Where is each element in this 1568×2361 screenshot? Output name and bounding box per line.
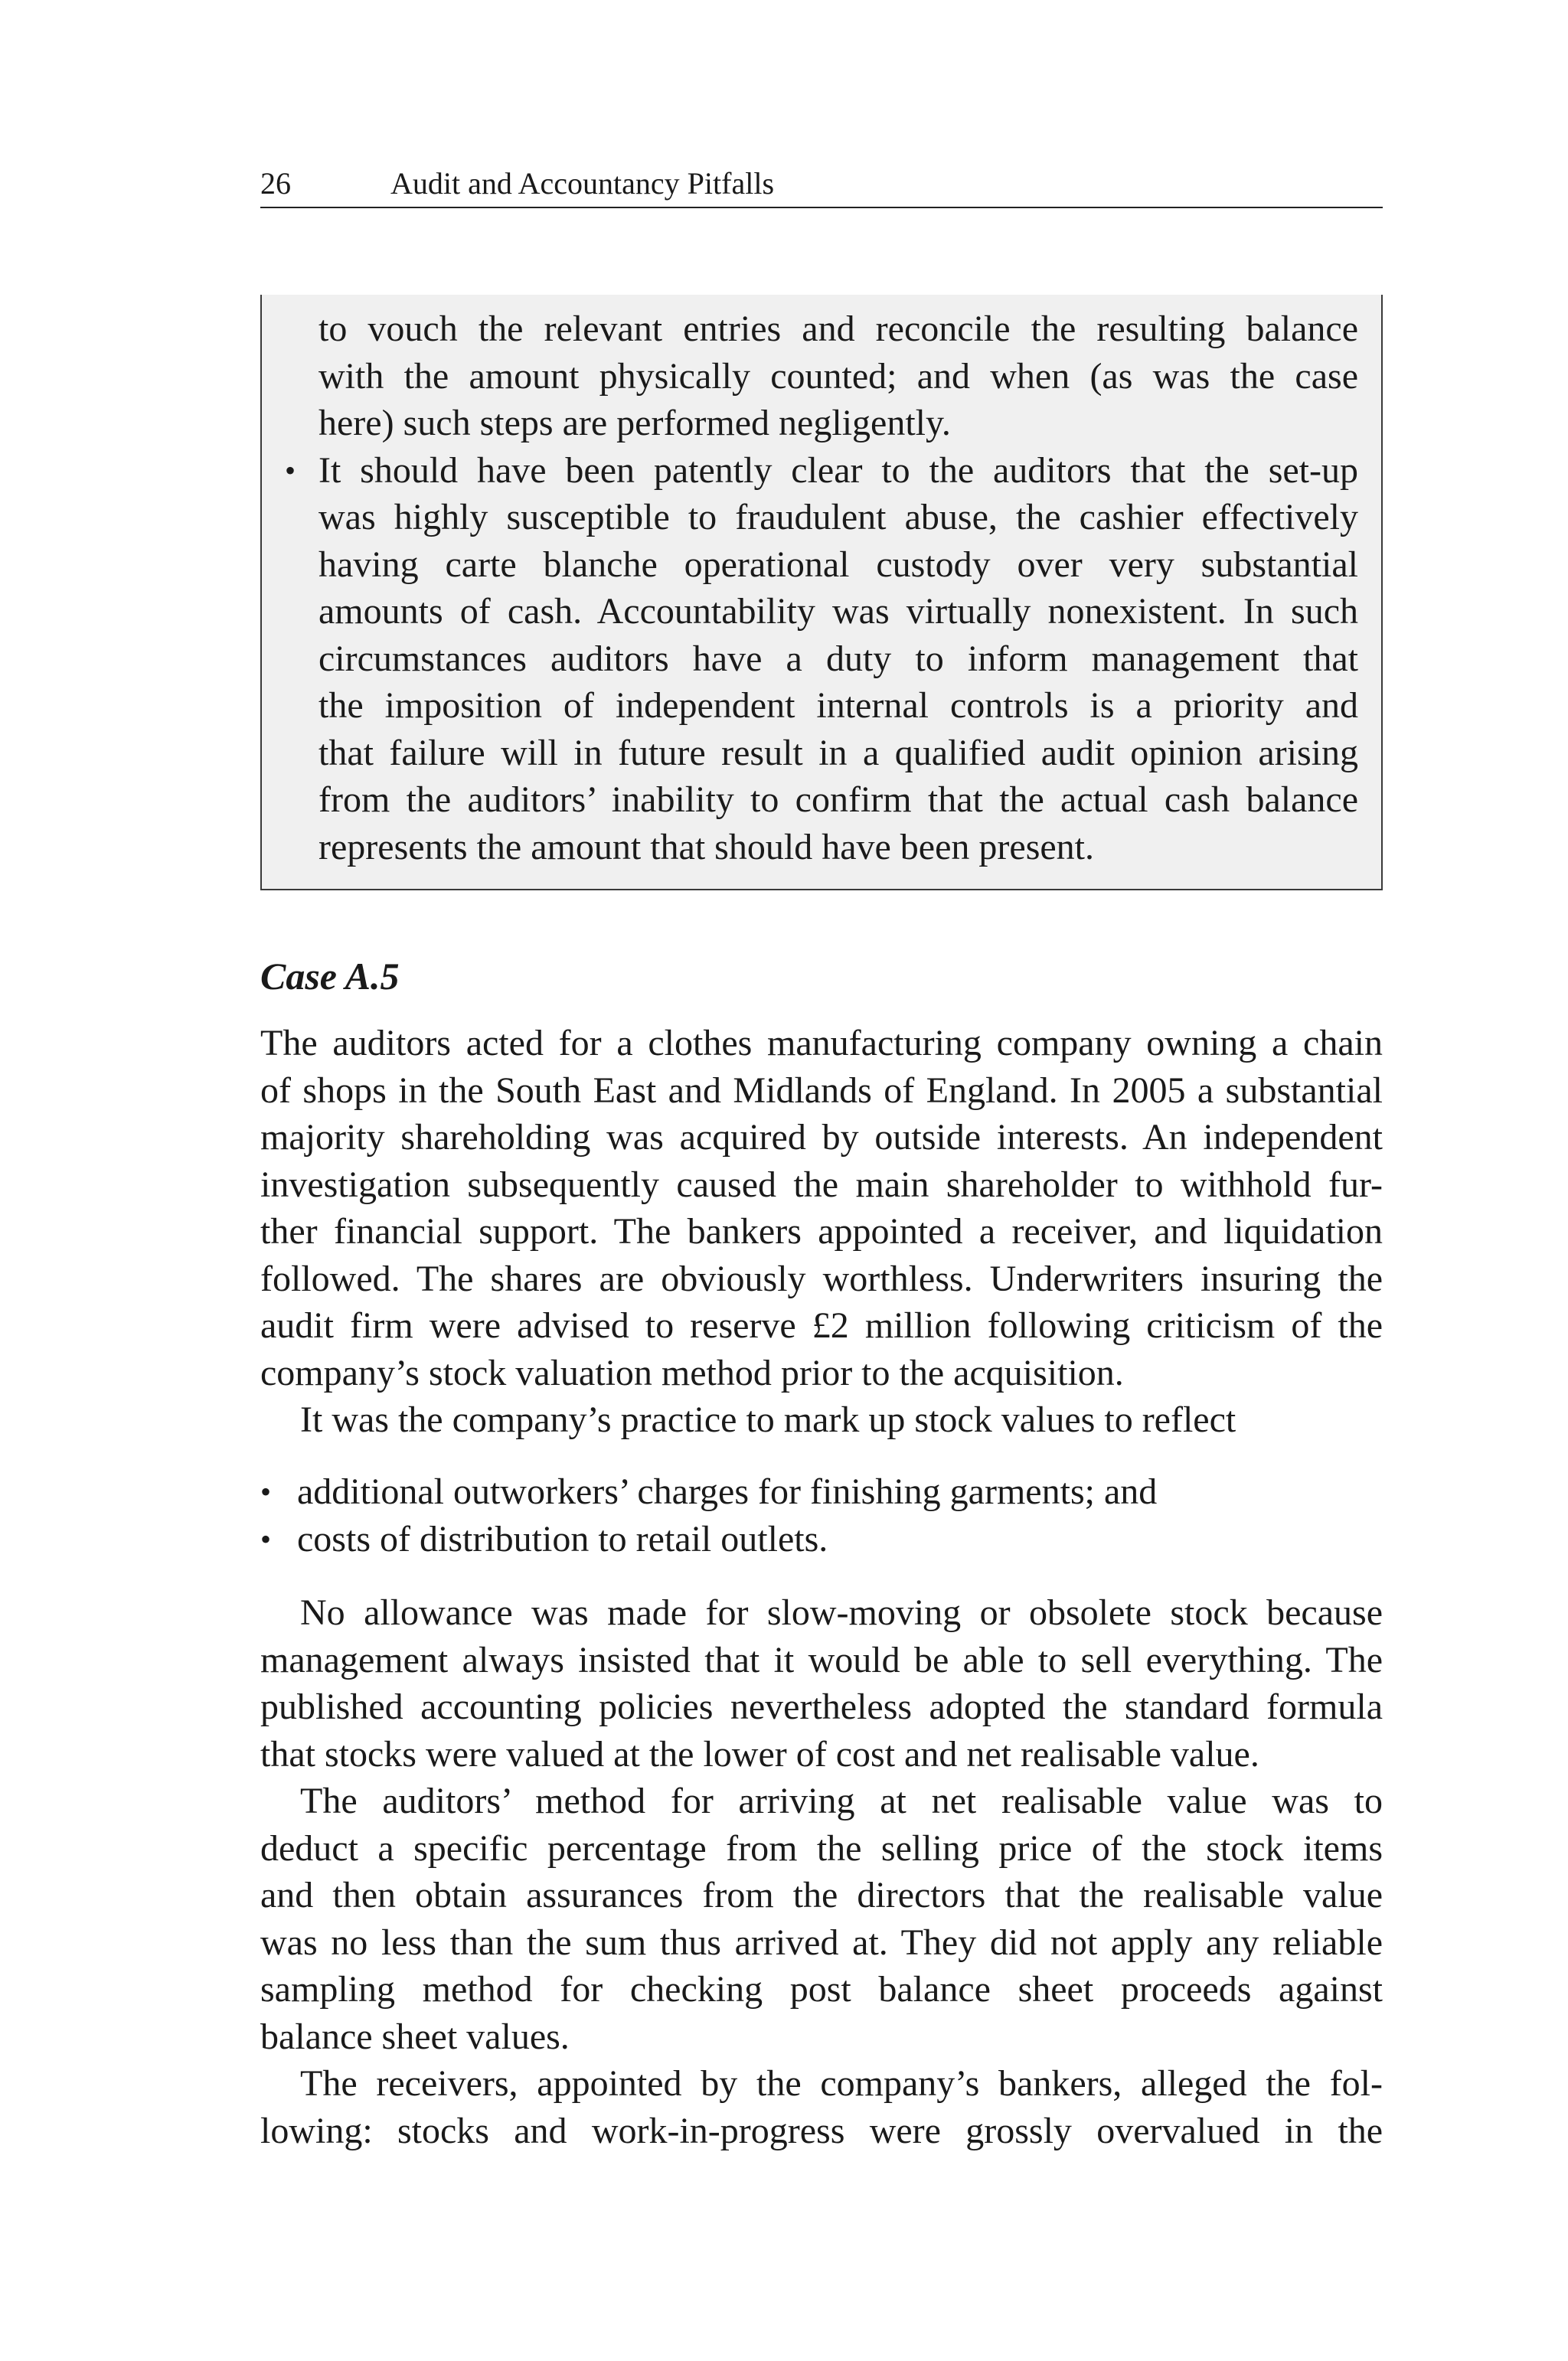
text-line: company’s stock valuation method prior to the acquisition. — [260, 1352, 1124, 1393]
text-line: It should have been patently clear to the auditors that the set-up — [318, 449, 1358, 491]
text-line: majority shareholding was acquired by outside interests. An independent — [260, 1117, 1383, 1158]
list-item-text: additional outworkers’ charges for finishing garments; and — [297, 1471, 1158, 1512]
bullet-icon: • — [260, 1521, 272, 1556]
boxed-commentary — [260, 295, 1383, 890]
box-continuation-text — [318, 305, 1358, 447]
running-head — [260, 161, 1383, 208]
text-line: ther financial support. The bankers appointed a receiver, and liquidation — [260, 1211, 1383, 1252]
text-line: No allowance was made for slow-moving or obsolete stock because — [300, 1592, 1383, 1633]
text-line: published accounting policies nevertheless adopted the standard formula — [260, 1687, 1383, 1727]
text-line: that failure will in future result in a qualified audit opinion arising — [318, 732, 1358, 773]
text-line: represents the amount that should have been present. — [318, 826, 1095, 867]
text-line: with the amount physically counted; and when (as was the case — [318, 355, 1358, 397]
text-line: lowing: stocks and work-in-progress were grossly overvalued in the — [260, 2110, 1383, 2151]
paragraph-obsolete-stock — [260, 1589, 1383, 2154]
text-line: The auditors acted for a clothes manufacturing company owning a chain — [260, 1023, 1383, 1063]
text-line: sampling method for checking post balance sheet proceeds against — [260, 1969, 1383, 2010]
text-line: The auditors’ method for arriving at net realisable value was to — [300, 1781, 1383, 1821]
markup-list — [260, 1468, 1383, 1563]
book-title: Audit and Accountancy Pitfalls — [390, 166, 775, 201]
text-line: to vouch the relevant entries and reconcile the resulting balance — [318, 309, 1358, 349]
text-line: having carte blanche operational custody over very substantial — [318, 544, 1358, 585]
text-line: management always insisted that it would be able to sell everything. The — [260, 1639, 1383, 1680]
paragraph-case-intro — [260, 1020, 1383, 1444]
text-line: of shops in the South East and Midlands of England. In 2005 a substantial — [260, 1069, 1383, 1111]
bullet-icon: • — [285, 452, 296, 488]
text-line: followed. The shares are obviously worthless. Underwriters insuring the — [260, 1258, 1383, 1299]
text-line: amounts of cash. Accountability was virtually nonexistent. In such — [318, 591, 1358, 632]
text-line: audit firm were advised to reserve £2 million following criticism of the — [260, 1305, 1383, 1346]
text-line: from the auditors’ inability to confirm that the actual cash balance — [318, 779, 1358, 820]
paragraph-practice: It was the company’s practice to mark up stock values to reflect — [300, 1399, 1236, 1440]
case-heading: Case A.5 — [260, 955, 400, 998]
list-item — [260, 1516, 1383, 1563]
text-line: here) such steps are performed negligently. — [318, 403, 951, 443]
text-line: that stocks were valued at the lower of cost and net realisable value. — [260, 1733, 1259, 1775]
text-line: was highly susceptible to fraudulent abuse, the cashier effectively — [318, 497, 1358, 537]
text-line: was no less than the sum thus arrived at. They did not apply any reliable — [260, 1922, 1383, 1963]
text-line: The receivers, appointed by the company’s bankers, alleged the fol- — [300, 2063, 1383, 2104]
box-bullet-item — [285, 447, 1358, 871]
bullet-icon: • — [260, 1474, 272, 1509]
page-number: 26 — [260, 166, 291, 201]
list-item — [260, 1468, 1383, 1516]
text-line: deduct a specific percentage from the selling price of the stock items — [260, 1827, 1383, 1869]
text-line: and then obtain assurances from the directors that the realisable value — [260, 1875, 1383, 1915]
text-line: investigation subsequently caused the main shareholder to withhold fur- — [260, 1164, 1383, 1205]
text-line: the imposition of independent internal controls is a priority and — [318, 685, 1358, 726]
text-line: circumstances auditors have a duty to inform management that — [318, 638, 1358, 679]
list-item-text: costs of distribution to retail outlets. — [297, 1518, 828, 1559]
text-line: balance sheet values. — [260, 2016, 570, 2057]
